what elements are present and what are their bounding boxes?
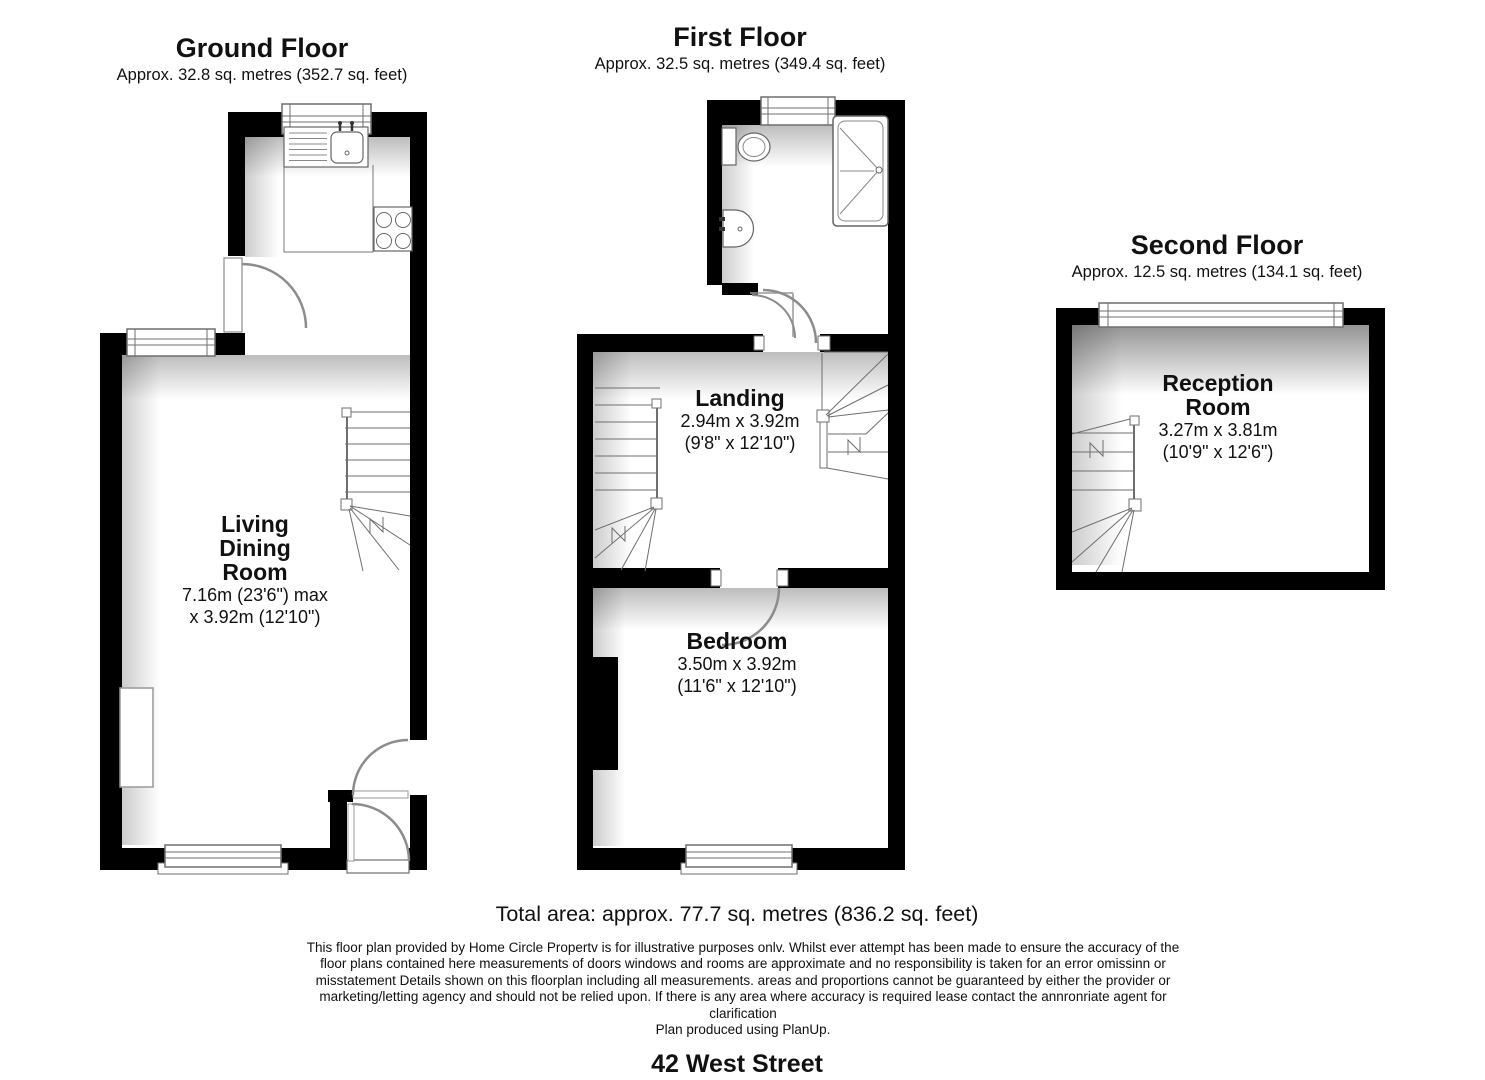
room-dimensions: x 3.92m (12'10") xyxy=(189,607,321,627)
disclaimer-line: misstatement Details shown on this floorplan including all measurements. areas and proportions cannot be guaranteed by either the provider or xyxy=(315,972,1171,988)
ground-floor-header xyxy=(117,33,408,85)
room-name-line: Landing xyxy=(695,385,785,411)
hob-fixture xyxy=(374,207,412,251)
disclaimer-line: marketing/letting agency and should not be relied upon. If there is any area where accuracy is required lease contact the annronriate agent for xyxy=(319,989,1167,1005)
living-dining-room-label xyxy=(182,512,328,628)
room-name-line: Room xyxy=(222,559,288,585)
room-dimensions: 7.16m (23'6") max xyxy=(182,585,328,605)
room-name-line: Room xyxy=(1185,394,1251,420)
worktop-outline xyxy=(284,165,373,252)
disclaimer-block xyxy=(307,940,1179,1038)
front-door xyxy=(347,804,409,873)
ground-floor-title: Ground Floor xyxy=(175,33,349,63)
window-living-bottom xyxy=(158,845,288,874)
room-name-line: Reception xyxy=(1162,370,1274,396)
ground-floor-area: Approx. 32.8 sq. metres (352.7 sq. feet) xyxy=(116,66,408,84)
disclaimer-line: clarification xyxy=(709,1005,777,1021)
property-address: 42 West Street xyxy=(651,1050,823,1078)
first-floor-header xyxy=(595,22,886,74)
room-dimensions: (9'8" x 12'10") xyxy=(684,433,796,453)
room-dimensions: 2.94m x 3.92m xyxy=(680,411,800,431)
disclaimer-line: floor plans contained here measurements of doors windows and rooms are approximate and no responsibility is taken for an error omissinn or xyxy=(320,956,1166,972)
room-name-line: Bedroom xyxy=(686,628,788,654)
lobby-inner-door xyxy=(353,740,408,798)
first-floor-title: First Floor xyxy=(673,22,807,52)
room-dimensions: 3.27m x 3.81m xyxy=(1158,420,1278,440)
window-bathroom-top xyxy=(761,97,835,125)
wash-basin-fixture xyxy=(719,210,754,247)
window-reception-top xyxy=(1099,303,1343,327)
room-name-line: Living xyxy=(221,511,289,537)
disclaimer-line: This floor plan provided by Home Circle Propertv is for illustrative purposes onlv. Whilst ever attempt has been made to ensure the accuracy of the xyxy=(306,940,1180,955)
room-name-line: Dining xyxy=(219,535,291,561)
staircase-ground xyxy=(341,408,410,571)
shower-fixture xyxy=(833,116,888,226)
reception-room-label xyxy=(1158,371,1277,463)
second-floor-header xyxy=(1072,230,1363,282)
total-area-text: Total area: approx. 77.7 sq. metres (836.2 sq. feet) xyxy=(495,902,979,926)
window-bedroom-bottom xyxy=(681,845,797,874)
room-dimensions: (11'6" x 12'10") xyxy=(677,676,797,696)
kitchen-door xyxy=(224,258,306,332)
kitchen-sink-fixture xyxy=(284,121,368,167)
room-dimensions: (10'9" x 12'6") xyxy=(1162,442,1274,462)
landing-label xyxy=(680,386,799,454)
bedroom-label xyxy=(677,629,796,697)
first-floor-plan xyxy=(577,97,905,874)
ground-floor-shading xyxy=(122,137,410,845)
window-living-top xyxy=(127,329,215,356)
second-floor-title: Second Floor xyxy=(1130,230,1304,260)
produced-by-line: Plan produced using PlanUp. xyxy=(655,1022,831,1038)
ground-floor-plan xyxy=(100,104,427,874)
room-dimensions: 3.50m x 3.92m xyxy=(677,654,797,674)
first-floor-area: Approx. 32.5 sq. metres (349.4 sq. feet) xyxy=(594,55,886,73)
alcove-recess xyxy=(120,688,153,787)
second-floor-area: Approx. 12.5 sq. metres (134.1 sq. feet) xyxy=(1071,263,1363,281)
